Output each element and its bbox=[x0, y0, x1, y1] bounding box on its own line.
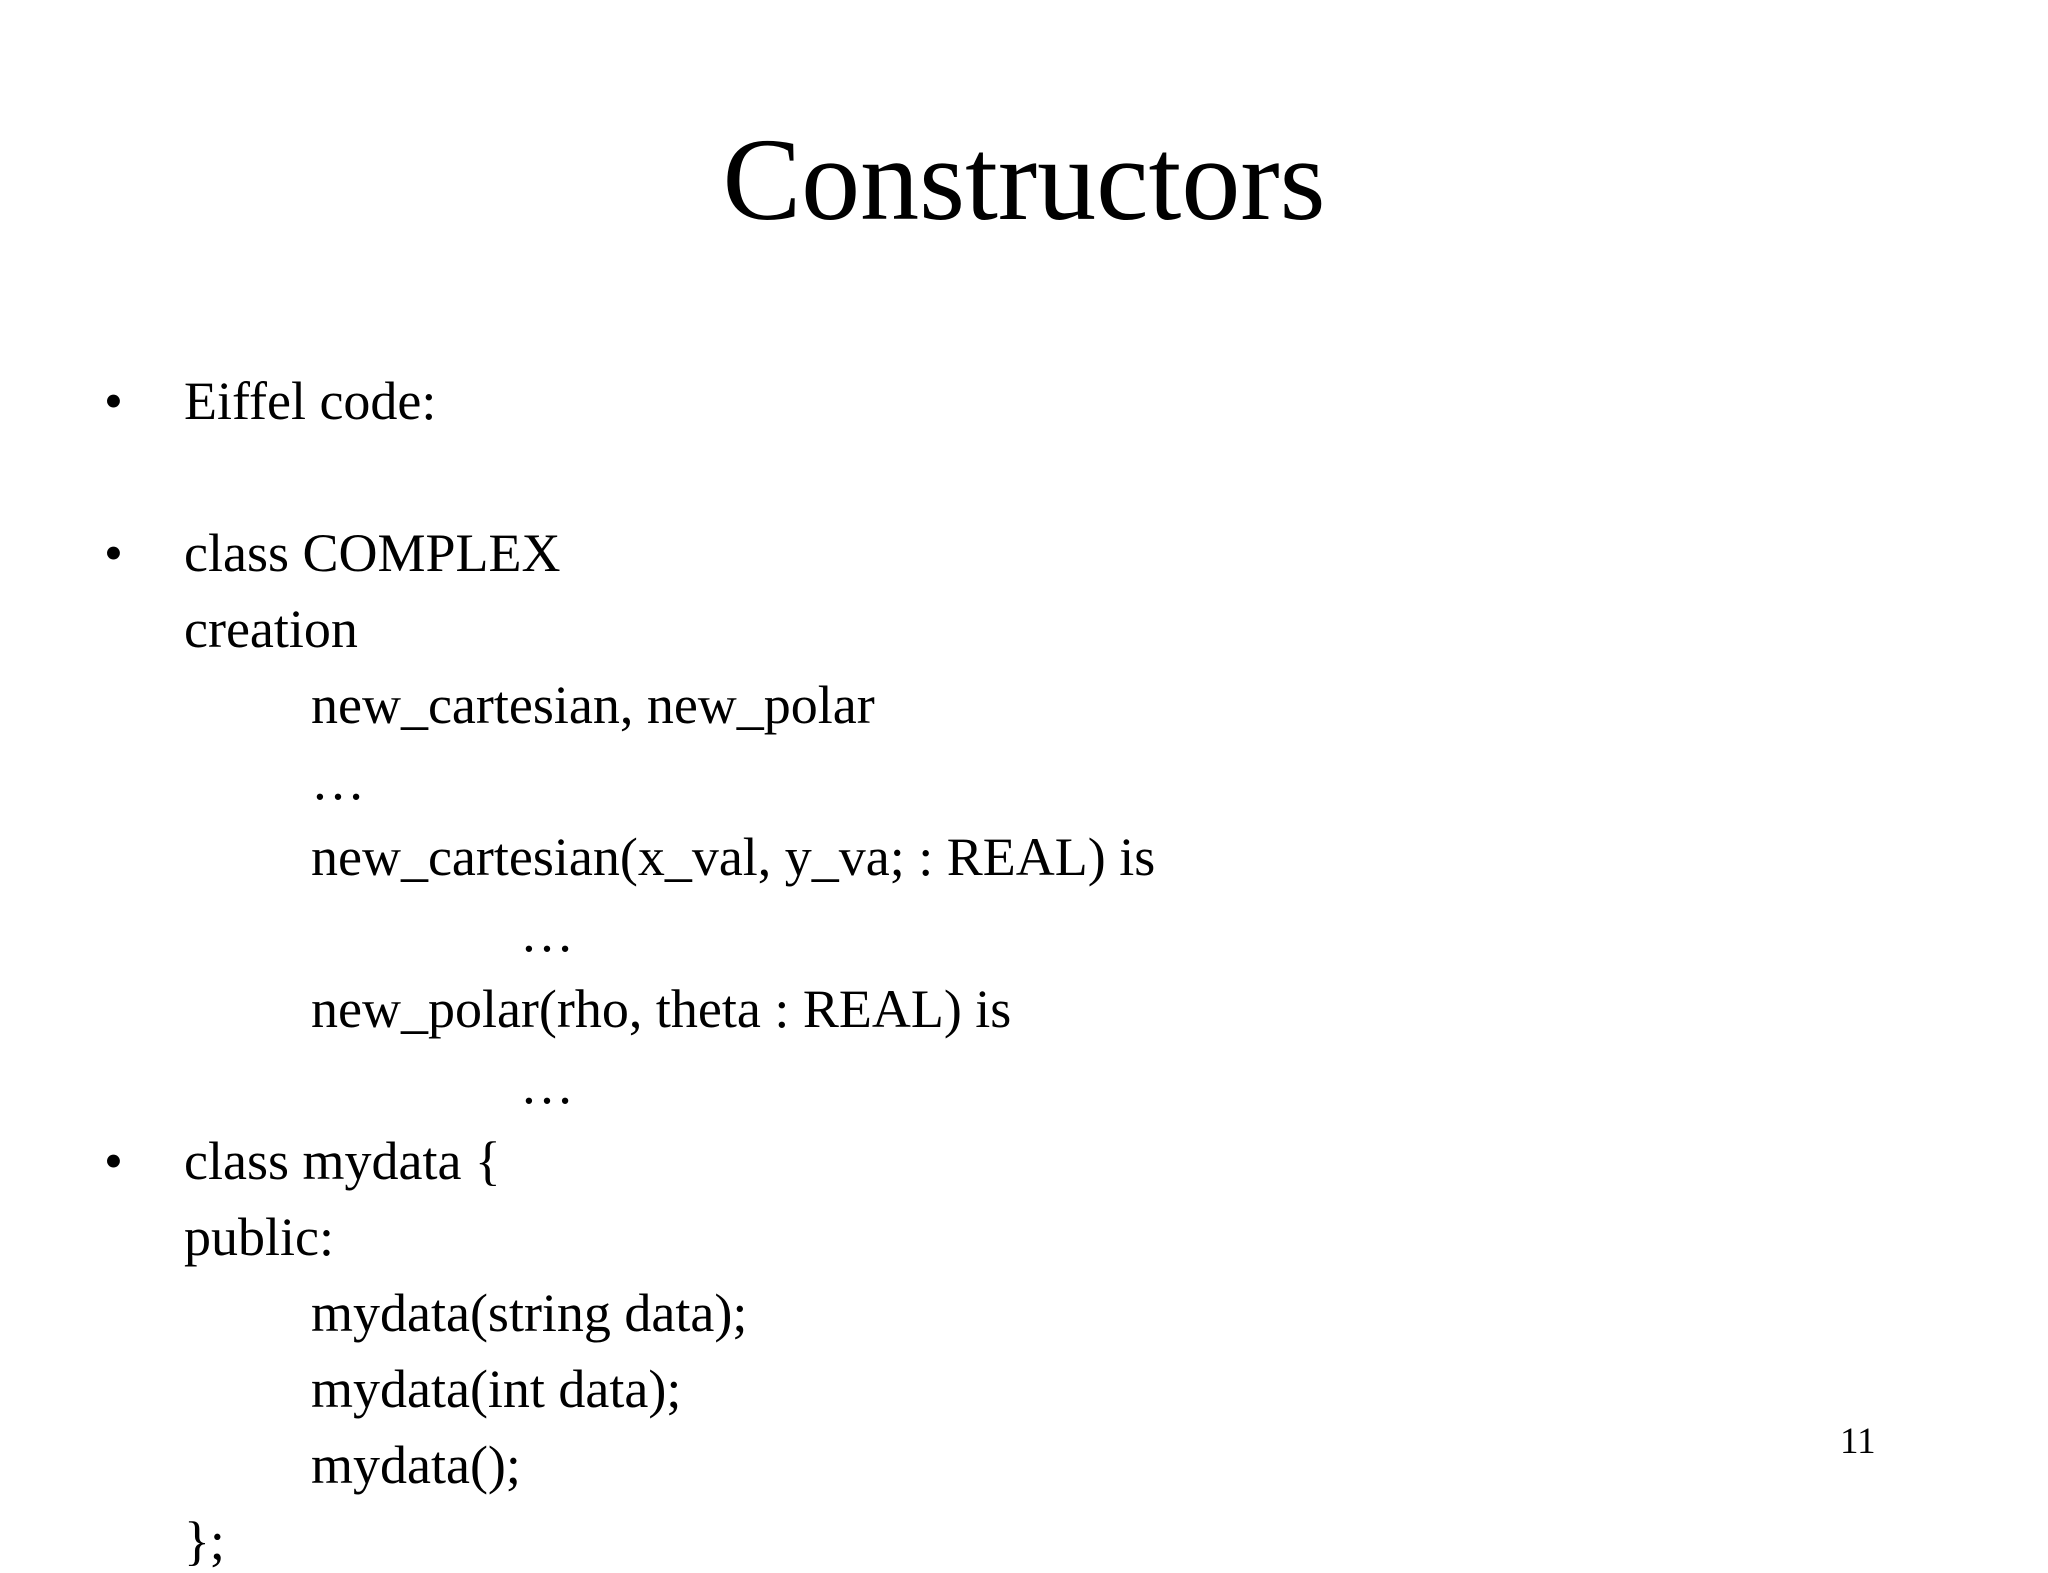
code-line: mydata(int data); bbox=[311, 1359, 682, 1419]
code-line: new_polar(rho, theta : REAL) is bbox=[311, 979, 1012, 1039]
slide-title: Constructors bbox=[722, 114, 1326, 245]
page-number: 11 bbox=[1840, 1421, 1876, 1462]
code-line: class mydata { bbox=[184, 1131, 501, 1191]
code-line: public: bbox=[184, 1207, 334, 1267]
code-line: … bbox=[520, 903, 574, 963]
bullet-marker: • bbox=[104, 523, 123, 583]
bullet-marker: • bbox=[104, 371, 123, 431]
bullet-text-eiffel-code: Eiffel code: bbox=[184, 371, 437, 431]
code-line: … bbox=[311, 751, 365, 811]
code-line: mydata(string data); bbox=[311, 1283, 748, 1343]
code-line: new_cartesian, new_polar bbox=[311, 675, 875, 735]
code-line: mydata(); bbox=[311, 1435, 521, 1495]
bullet-marker: • bbox=[104, 1131, 123, 1191]
code-line: creation bbox=[184, 599, 358, 659]
code-line: }; bbox=[184, 1511, 225, 1571]
code-line: class COMPLEX bbox=[184, 523, 561, 583]
code-line: new_cartesian(x_val, y_va; : REAL) is bbox=[311, 827, 1156, 887]
code-line: … bbox=[520, 1055, 574, 1115]
